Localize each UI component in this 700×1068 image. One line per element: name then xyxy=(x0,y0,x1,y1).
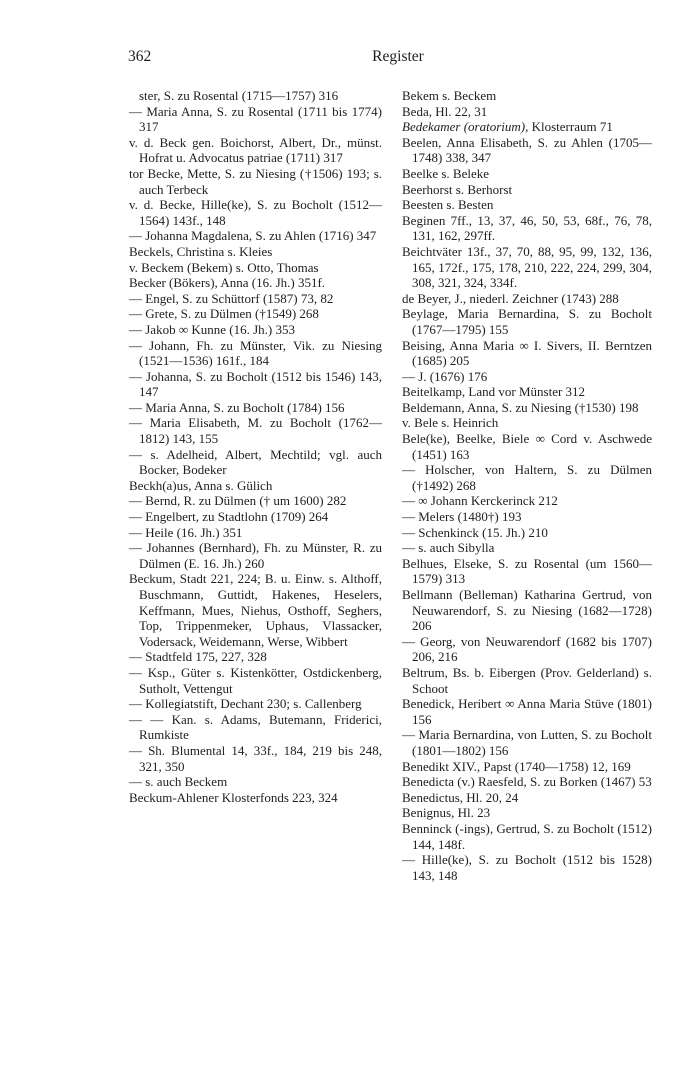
index-entry: ster, S. zu Rosental (1715—1757) 316 xyxy=(139,88,339,103)
page-header xyxy=(128,48,668,68)
index-entry: Benedicta (v.) Raesfeld, S. zu Borken (1467) 53 xyxy=(402,774,652,790)
index-entry: Bele(ke), Beelke, Biele ∞ Cord v. Aschwede (1451) 163 xyxy=(402,431,652,462)
index-entry: — ∞ Johann Kerckerinck 212 xyxy=(402,493,558,509)
index-entry: — Maria Anna, S. zu Rosental (1711 bis 1774) 317 xyxy=(129,103,382,135)
index-entry: — s. Adelheid, Albert, Mechtild; vgl. auch Bocker, Bodeker xyxy=(129,446,382,478)
index-entry: Benedick, Heribert ∞ Anna Maria Stüve (1801) 156 xyxy=(402,696,652,727)
index-entry: Beising, Anna Maria ∞ I. Sivers, II. Berntzen (1685) 205 xyxy=(402,337,652,369)
index-column-left xyxy=(129,88,382,805)
index-entry: Benedictus, Hl. 20, 24 xyxy=(402,789,519,805)
index-entry: — — Kan. s. Adams, Butemann, Friderici, Rumkiste xyxy=(129,711,382,743)
index-entry: — s. auch Beckem xyxy=(129,774,228,790)
index-entry: — Ksp., Güter s. Kistenkötter, Ostdickenberg, Sutholt, Vettengut xyxy=(129,664,382,696)
index-entry: Beesten s. Besten xyxy=(402,197,494,213)
index-entry: Bekem s. Beckem xyxy=(402,88,497,103)
index-entry: — Stadtfeld 175, 227, 328 xyxy=(129,649,267,665)
index-entry: Beckh(a)us, Anna s. Gülich xyxy=(129,477,273,493)
index-entry: Beelen, Anna Elisabeth, S. zu Ahlen (1705—1748) 338, 347 xyxy=(402,134,652,166)
index-entry: Beginen 7ff., 13, 37, 46, 50, 53, 68f., 76, 78, 131, 162, 297ff. xyxy=(402,212,652,244)
index-entry: Beckum-Ahlener Klosterfonds 223, 324 xyxy=(129,789,338,805)
index-entry: Beda, Hl. 22, 31 xyxy=(402,103,488,119)
index-entry: Beckum, Stadt 221, 224; B. u. Einw. s. Althoff, Buschmann, Guttidt, Hakenes, Heselers, Keffmann, Mues, Niehus, Osthoff, Seghers, Top, Trippenmeker, Uphaus, Vlassacker, Vodersack, Weidemann, Werse, Wibbert xyxy=(129,571,382,649)
index-entry: — Sh. Blumental 14, 33f., 184, 219 bis 248, 321, 350 xyxy=(129,742,382,774)
index-entry: — Johann, Fh. zu Münster, Vik. zu Niesing (1521—1536) 161f., 184 xyxy=(129,337,382,369)
index-entry: Beichtväter 13f., 37, 70, 88, 95, 99, 132, 136, 165, 172f., 175, 178, 210, 222, 224, 299, 304, 308, 321, 324, 334f. xyxy=(402,243,652,291)
index-entry: Benedikt XIV., Papst (1740—1758) 12, 169 xyxy=(402,758,631,774)
index-entry: — Johannes (Bernhard), Fh. zu Münster, R. zu Dülmen (E. 16. Jh.) 260 xyxy=(129,540,382,571)
index-entry: — Hille(ke), S. zu Bocholt (1512 bis 1528) 143, 148 xyxy=(402,852,652,883)
index-entry: tor Becke, Mette, S. zu Niesing (†1506) 193; s. auch Terbeck xyxy=(129,165,382,197)
index-entry: — Georg, von Neuwarendorf (1682 bis 1707) 206, 216 xyxy=(402,633,652,665)
running-title: Register xyxy=(372,48,424,65)
index-entry: — Johanna Magdalena, S. zu Ahlen (1716) 347 xyxy=(129,228,377,244)
index-entry: — J. (1676) 176 xyxy=(402,368,488,384)
index-entry: Beerhorst s. Berhorst xyxy=(402,181,513,197)
index-entry: v. Bele s. Heinrich xyxy=(402,415,499,431)
index-column-right xyxy=(402,88,652,883)
index-entry: — Melers (1480†) 193 xyxy=(402,509,522,525)
index-entry: v. d. Becke, Hille(ke), S. zu Bocholt (1512—1564) 143f., 148 xyxy=(129,197,382,228)
index-entry: de Beyer, J., niederl. Zeichner (1743) 288 xyxy=(402,290,619,306)
index-entry: — Grete, S. zu Dülmen (†1549) 268 xyxy=(129,306,319,322)
page-number: 362 xyxy=(128,48,152,65)
index-entry: — s. auch Sibylla xyxy=(402,540,495,556)
index-entry: Bedekamer (oratorium), Klosterraum 71 xyxy=(402,119,613,135)
index-entry: — Johanna, S. zu Bocholt (1512 bis 1546) 143, 147 xyxy=(129,368,382,400)
index-entry: — Engelbert, zu Stadtlohn (1709) 264 xyxy=(129,509,329,525)
index-entry: — Heile (16. Jh.) 351 xyxy=(129,524,243,540)
index-entry: Beldemann, Anna, S. zu Niesing (†1530) 198 xyxy=(402,399,639,415)
index-entry: — Jakob ∞ Kunne (16. Jh.) 353 xyxy=(129,321,295,337)
index-entry: Beylage, Maria Bernardina, S. zu Bocholt (1767—1795) 155 xyxy=(402,306,652,337)
index-entry: Beltrum, Bs. b. Eibergen (Prov. Gelderland) s. Schoot xyxy=(402,664,652,696)
index-entry: — Holscher, von Haltern, S. zu Dülmen (†1492) 268 xyxy=(402,462,652,493)
index-entry: v. Beckem (Bekem) s. Otto, Thomas xyxy=(129,259,319,275)
index-entry: Bellmann (Belleman) Katharina Gertrud, von Neuwarendorf, S. zu Niesing (1682—1728) 206 xyxy=(402,587,652,634)
index-entry: Becker (Bökers), Anna (16. Jh.) 351f. xyxy=(129,275,326,291)
index-entry: — Bernd, R. zu Dülmen († um 1600) 282 xyxy=(129,493,347,509)
index-entry: Beelke s. Beleke xyxy=(402,165,489,181)
index-entry: Beckels, Christina s. Kleies xyxy=(129,243,273,259)
index-entry: — Maria Bernardina, von Lutten, S. zu Bocholt (1801—1802) 156 xyxy=(402,727,652,758)
index-entry: — Engel, S. zu Schüttorf (1587) 73, 82 xyxy=(129,290,334,306)
index-entry: Benninck (-ings), Gertrud, S. zu Bocholt (1512) 144, 148f. xyxy=(402,820,652,852)
index-entry: — Maria Elisabeth, M. zu Bocholt (1762—1812) 143, 155 xyxy=(129,415,382,447)
index-entry: — Schenkinck (15. Jh.) 210 xyxy=(402,524,548,540)
index-entry: Benignus, Hl. 23 xyxy=(402,805,491,821)
index-entry: Belhues, Elseke, S. zu Rosental (um 1560—1579) 313 xyxy=(402,555,652,587)
index-entry: — Kollegiatstift, Dechant 230; s. Callenberg xyxy=(129,696,362,712)
index-entry: — Maria Anna, S. zu Bocholt (1784) 156 xyxy=(129,399,345,415)
index-entry: Beitelkamp, Land vor Münster 312 xyxy=(402,384,586,400)
index-entry: v. d. Beck gen. Boichorst, Albert, Dr., münst. Hofrat u. Advocatus patriae (1711) 317 xyxy=(129,134,382,166)
